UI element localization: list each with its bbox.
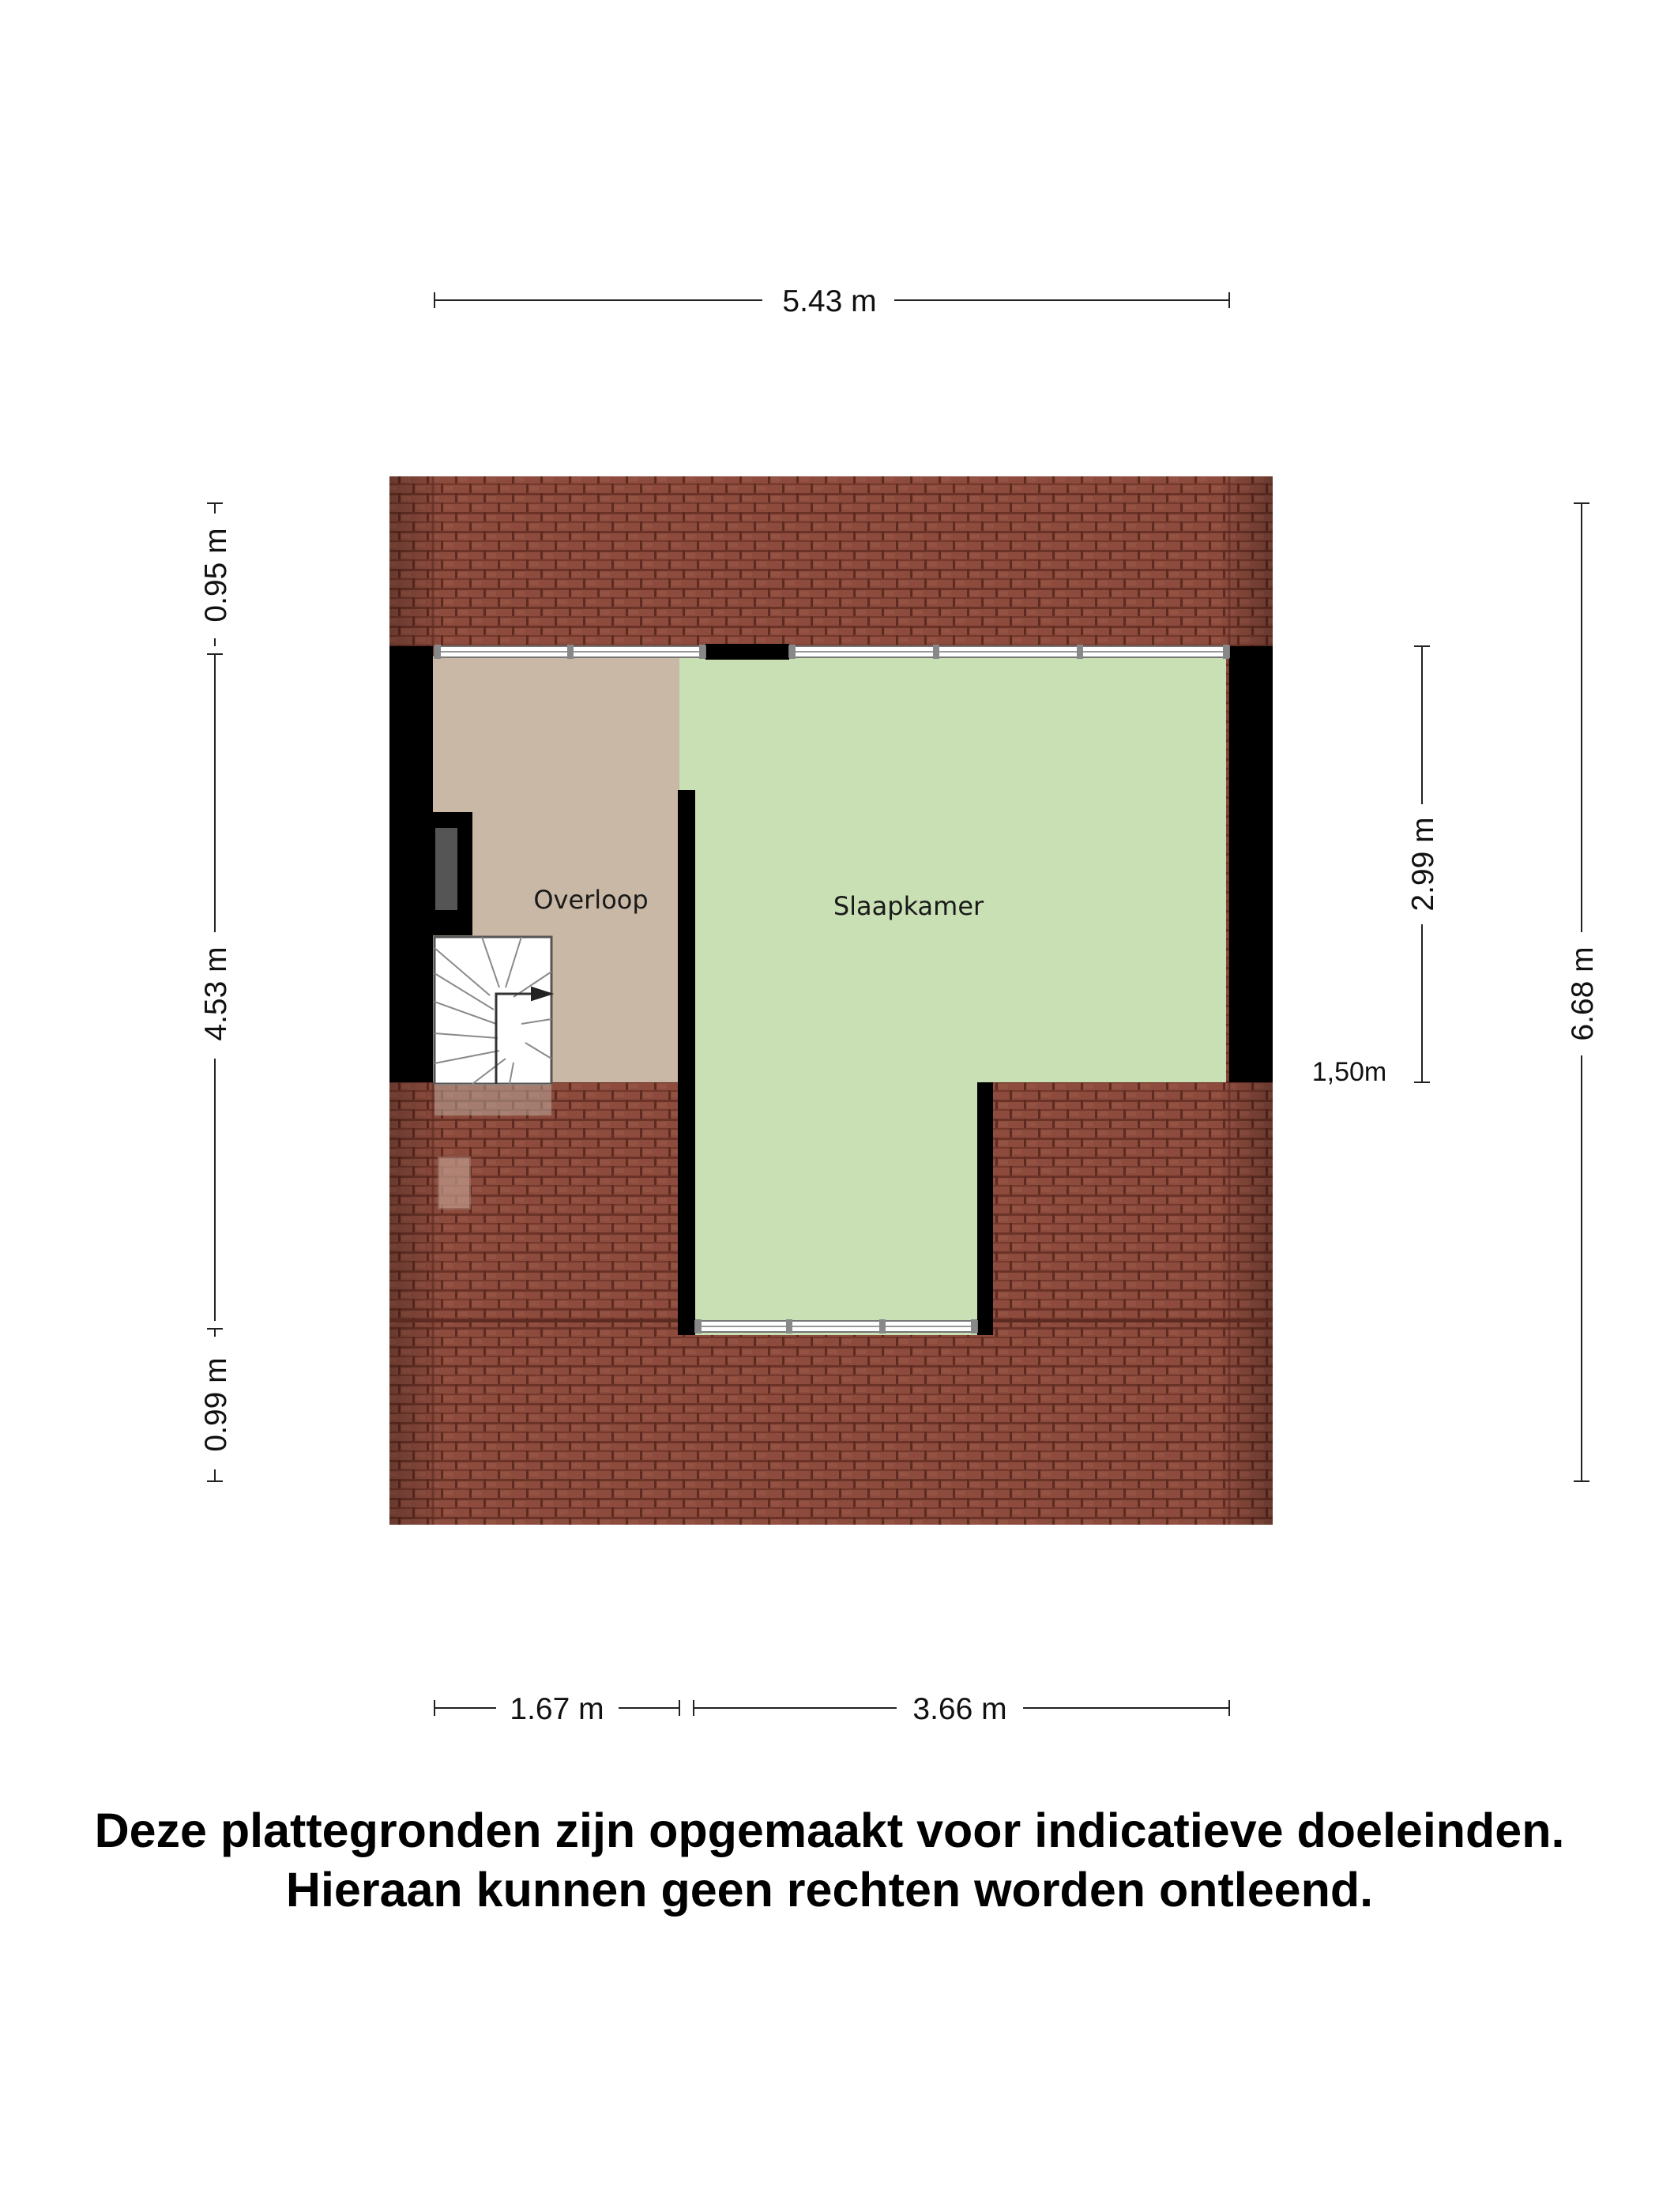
dimension-top-width (434, 284, 1229, 318)
dimension-right-overall-label: 6.68 m (1566, 946, 1600, 1041)
dimension-left-middle-label: 4.53 m (199, 946, 233, 1041)
room-label-overloop: Overloop (533, 885, 649, 915)
dimension-bottom-right (694, 1692, 1229, 1726)
stair-well (434, 937, 551, 1084)
wall-left (389, 646, 433, 1082)
wall-partition (678, 790, 695, 1335)
wall-top-pier (705, 644, 789, 660)
window-top-left (434, 645, 705, 659)
disclaimer-line-2: Hieraan kunnen geen rechten worden ontleend. (285, 1863, 1374, 1917)
window-bottom (695, 1319, 977, 1334)
dimension-left-bottom (199, 1329, 233, 1481)
dimension-bottom-left-label: 1.67 m (510, 1692, 604, 1726)
dimension-left-bottom-label: 0.99 m (199, 1357, 233, 1452)
wall-dormer-right (977, 1082, 993, 1335)
dimension-left-middle (199, 654, 233, 1321)
dimension-left-top-label: 0.95 m (199, 528, 233, 623)
disclaimer (0, 1801, 1659, 1920)
dimension-left-top (199, 503, 233, 646)
dimension-bottom-left (434, 1692, 679, 1726)
disclaimer-line-1: Deze plattegronden zijn opgemaakt voor indicatieve doeleinden. (94, 1804, 1565, 1857)
chimney-inner (435, 828, 457, 910)
dimension-right-inner-label: 2.99 m (1406, 817, 1440, 912)
room-label-slaapkamer: Slaapkamer (833, 891, 984, 921)
dimension-bottom-right-label: 3.66 m (912, 1692, 1007, 1726)
knee-wall-height-label: 1,50m (1311, 1057, 1387, 1087)
dimension-top-width-label: 5.43 m (782, 284, 877, 318)
window-top-right (789, 645, 1229, 659)
dimension-right-overall (1566, 503, 1600, 1481)
hatch-below (438, 1157, 470, 1209)
dimension-right-inner (1406, 646, 1440, 1082)
wall-right (1229, 646, 1273, 1082)
stair-below-floor (434, 1084, 551, 1115)
